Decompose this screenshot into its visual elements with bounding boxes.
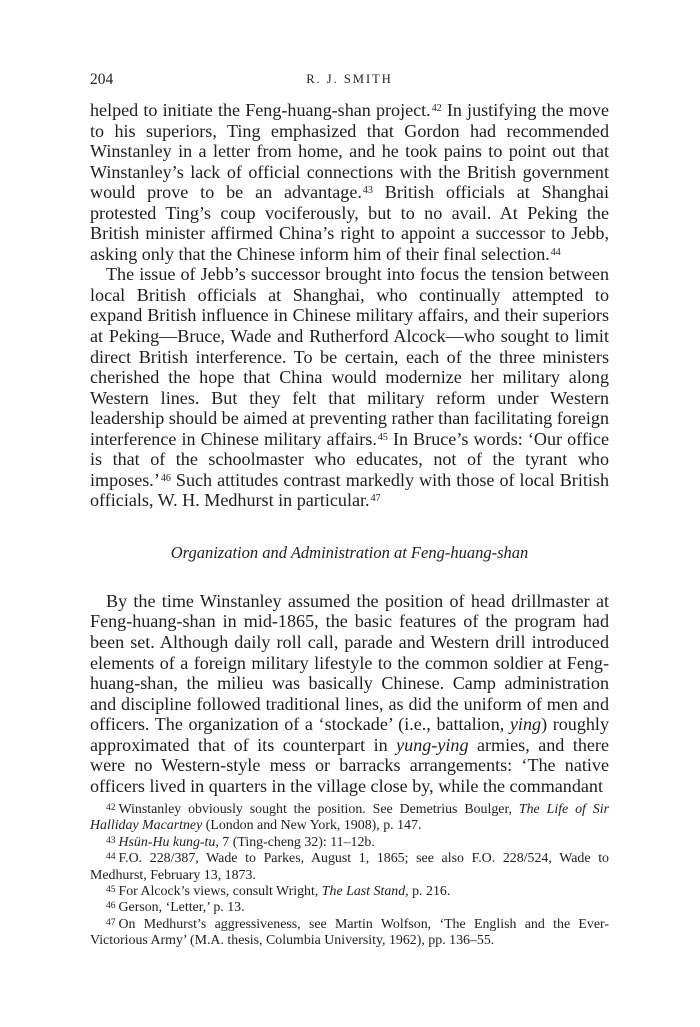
footnote-ref: 45 — [377, 431, 388, 443]
footnote-ref: 43 — [362, 185, 373, 197]
italic-text: ying — [509, 714, 542, 735]
footnote: $^{46}$ Gerson, ‘Letter,’ p. 13. — [106, 900, 245, 916]
footnote: $^{42}$ Winstanley obviously sought the position. See Demetrius Boulger, The Life of Sir Halliday Macartney (London and New York, 1908), p. 147. — [90, 802, 609, 834]
footnote: $^{44}$ F.O. 228/387, Wade to Parkes, August 1, 1865; see also F.O. 228/524, Wade to Medhurst, February 13, 1873. — [90, 851, 609, 883]
page-number: 204 — [90, 71, 114, 88]
footnote-number: 43 — [106, 835, 116, 846]
footnote-ref: 44 — [550, 246, 561, 258]
body-text — [90, 100, 609, 796]
paragraph: The issue of Jebb’s successor brought into focus the tension between local British officials at Shanghai, who continually attempted to expand British influence in Chinese military affairs, and their superiors at Peking—Bruce, Wade and Rutherford Alcock—who sought to limit direct British interference. To be certain, each of the three ministers cherished the hope that China would modernize her military along Western lines. But they felt that military reform under Western leadership should be aimed at preventing rather than facilitating foreign interference in Chinese military affairs.$^{45}$ In Bruce’s words: ‘Our office is that of the schoolmaster who educates, not of the tyrant who imposes.’$^{46}$ Such attitudes contrast markedly with those of local British officials, W. H. Medhurst in particular.$^{47}$ — [90, 264, 610, 511]
footnote-number: 44 — [106, 852, 116, 863]
footnote: $^{45}$ For Alcock’s views, consult Wright, The Last Stand, p. 216. — [106, 884, 451, 900]
footnote-number: 42 — [106, 803, 116, 813]
italic-text: yung-ying — [396, 734, 469, 755]
paragraph: By the time Winstanley assumed the position of head drillmaster at Feng-huang-shan in mid-1865, the basic features of the program had been set. Although daily roll call, parade and Western drill introduced elements of a foreign military lifestyle to the common soldier at Feng-huang-shan, the milieu was basically Chinese. Camp administration and discipline followed traditional lines, as did the uniform of men and officers. The organization of a ‘stockade’ (i.e., battalion, ying) roughly approximated that of its counterpart in yung-ying armies, and there were no Western-style mess or barracks arrangements: ‘The native officers lived in quarters in the village close by, while the commandant — [90, 590, 609, 796]
footnote-number: 47 — [106, 917, 116, 928]
footnote-number: 46 — [106, 901, 116, 912]
footnote: $^{43}$ Hsün-Hu kung-tu, 7 (Ting-cheng 32): 11–12b. — [106, 834, 375, 850]
footnote-ref: 46 — [160, 472, 171, 484]
footnote: $^{47}$ On Medhurst’s aggressiveness, see Martin Wolfson, ‘The English and the Ever-Victorious Army’ (M.A. thesis, Columbia University, 1962), pp. 136–55. — [90, 916, 609, 949]
running-head — [90, 71, 609, 93]
italic-text: Hsün-Hu kung-tu — [118, 834, 216, 850]
footnotes — [90, 802, 609, 950]
footnote-number: 45 — [106, 885, 116, 896]
footnote-ref: 42 — [431, 103, 442, 114]
footnote-ref: 47 — [370, 493, 381, 505]
italic-text: The Last Stand — [321, 884, 406, 900]
running-head-author: R. J. SMITH — [306, 72, 393, 86]
italic-text: The Life of Sir Halliday Macartney — [90, 802, 609, 834]
section-title: Organization and Administration at Feng-huang-shan — [170, 542, 529, 562]
paragraph: helped to initiate the Feng-huang-shan project.$^{42}$ In justifying the move to his superiors, Ting emphasized that Gordon had recommended Winstanley in a letter from home, and he took pains to point out that Winstanley’s lack of official connections with the British government would prove to be an advantage.$^{43}$ British officials at Shanghai protested Ting’s coup vociferously, but to no avail. At Peking the British minister affirmed China’s right to appoint a successor to Jebb, asking only that the Chinese inform him of their final selection.$^{44}$ — [90, 100, 609, 264]
